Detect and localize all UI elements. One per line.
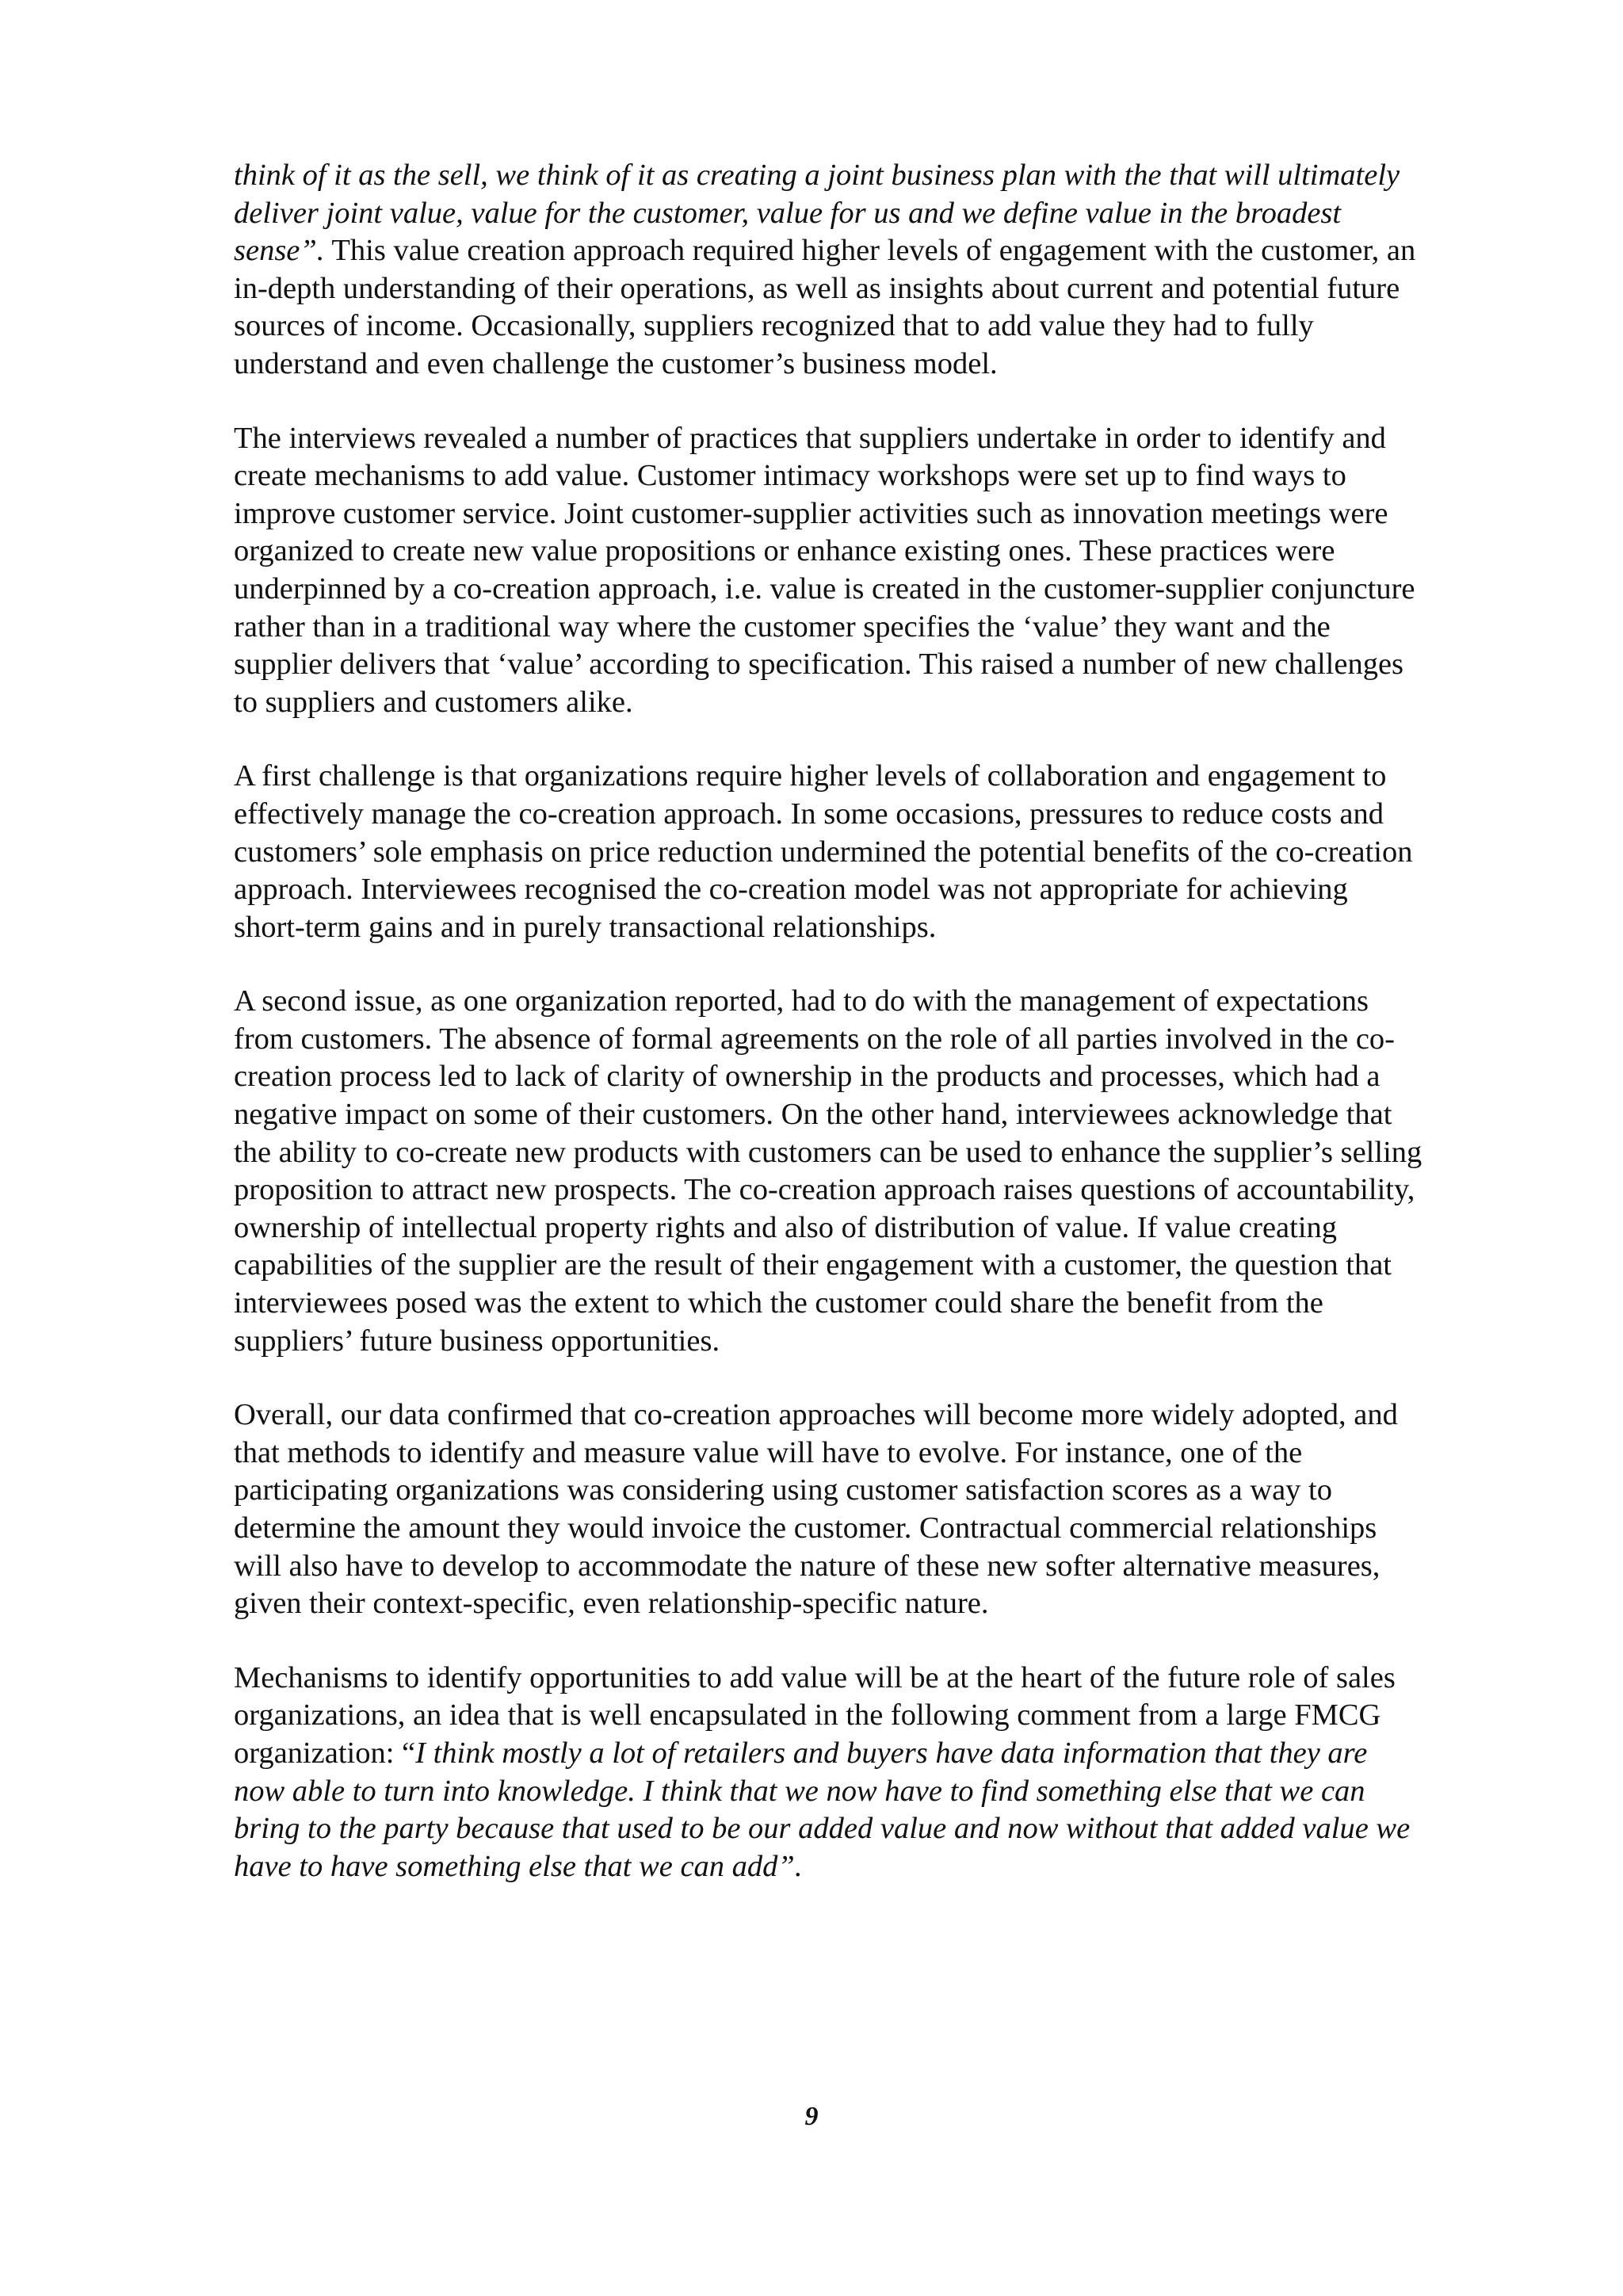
paragraph-1	[234, 157, 1423, 384]
paragraph-text: Mechanisms to identify opportunities to add value will be at the heart of the future role of sales organizations, an idea that is well encapsulated in the following comment from a large FMCG organization: “	[234, 1660, 1396, 1770]
quote-text: think of it as the sell, we think of it as creating a joint business plan with the that will ultimately deliver joint value, value for the customer, value for us and we define value in the broadest sense”.	[234, 159, 1400, 268]
paragraph-text: A second issue, as one organization reported, had to do with the management of expectations from customers. The absence of formal agreements on the role of all parties involved in the co-creation process led to lack of clarity of ownership in the products and processes, which had a negative impact on some of their customers. On the other hand, interviewees acknowledge that the ability to co-create new products with customers can be used to enhance the supplier’s selling proposition to attract new prospects. The co-creation approach raises questions of accountability, ownership of intellectual property rights and also of distribution of value. If value creating capabilities of the supplier are the result of their engagement with a customer, the question that interviewees posed was the extent to which the customer could share the benefit from the suppliers’ future business opportunities.	[234, 984, 1423, 1358]
paragraph-text: Overall, our data confirmed that co-creation approaches will become more widely adopted, and that methods to identify and measure value will have to evolve. For instance, one of the participating organizations was considering using customer satisfaction scores as a way to determine the amount they would invoice the customer. Contractual commercial relationships will also have to develop to accommodate the nature of these new softer alternative measures, given their context-specific, even relationship-specific nature.	[234, 1398, 1398, 1621]
paragraph-2	[234, 420, 1423, 722]
paragraph-5	[234, 1396, 1423, 1623]
paragraph-text: This value creation approach required higher levels of engagement with the customer, an in-depth understanding of their operations, as well as insights about current and potential future sources of income. Occasionally, suppliers recognized that to add value they had to fully understand and even challenge the customer’s business model.	[234, 234, 1416, 380]
paragraph-6	[234, 1660, 1423, 1886]
quote-text: I think mostly a lot of retailers and buyers have data information that they are now able to turn into knowledge. I think that we now have to find something else that we can bring to the party because that used to be our added value and now without that added value we have to have something else that we can add”.	[234, 1736, 1411, 1883]
paragraph-text: A first challenge is that organizations require higher levels of collaboration and engagement to effectively manage the co-creation approach. In some occasions, pressures to reduce costs and customers’ sole emphasis on price reduction undermined the potential benefits of the co-creation approach. Interviewees recognised the co-creation model was not appropriate for achieving short-term gains and in purely transactional relationships.	[234, 759, 1413, 944]
paragraph-4	[234, 983, 1423, 1360]
body-text	[234, 157, 1423, 1922]
paragraph-text: The interviews revealed a number of practices that suppliers undertake in order to identify and create mechanisms to add value. Customer intimacy workshops were set up to find ways to improve customer service. Joint customer-supplier activities such as innovation meetings were organized to create new value propositions or enhance existing ones. These practices were underpinned by a co-creation approach, i.e. value is created in the customer-supplier conjuncture rather than in a traditional way where the customer specifies the ‘value’ they want and the supplier delivers that ‘value’ according to specification. This raised a number of new challenges to suppliers and customers alike.	[234, 421, 1415, 719]
page-number: 9	[804, 2102, 819, 2131]
paragraph-3	[234, 758, 1423, 946]
